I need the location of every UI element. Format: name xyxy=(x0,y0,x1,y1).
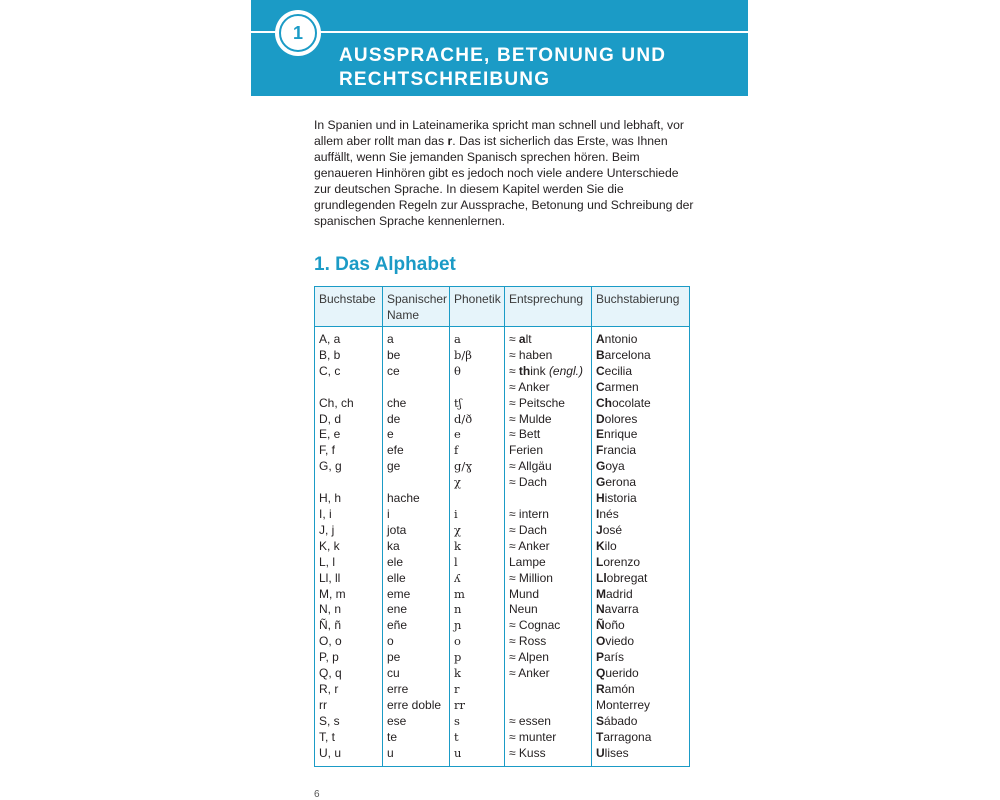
cell-equivalent xyxy=(505,714,592,730)
cell-phonetics: a xyxy=(450,327,505,348)
equivalent-prefix: ≈ xyxy=(509,522,519,537)
spelling-initial: S xyxy=(596,713,605,728)
table-row xyxy=(315,380,690,396)
cell-spelling xyxy=(592,666,690,682)
cell-equivalent xyxy=(505,730,592,746)
cell-equivalent xyxy=(505,443,592,459)
equivalent-text: Lampe xyxy=(509,554,546,569)
cell-spelling xyxy=(592,364,690,380)
spelling-initial: Ll xyxy=(596,570,607,585)
spelling-initial: T xyxy=(596,729,604,744)
cell-phonetics: o xyxy=(450,634,505,650)
table-row xyxy=(315,475,690,491)
cell-letter: P, p xyxy=(315,650,383,666)
spelling-initial: D xyxy=(596,411,605,426)
spelling-rest: istoria xyxy=(604,491,637,506)
chapter-title xyxy=(339,44,666,92)
spelling-rest: ábado xyxy=(604,713,638,728)
cell-spanish-name: u xyxy=(383,746,450,767)
equivalent-prefix: ≈ xyxy=(509,650,519,665)
cell-phonetics: r xyxy=(450,682,505,698)
spelling-initial: E xyxy=(596,427,605,442)
equivalent-text: Mulde xyxy=(518,411,552,426)
cell-spelling xyxy=(592,443,690,459)
cell-equivalent xyxy=(505,698,592,714)
cell-spelling xyxy=(592,682,690,698)
page-number: 6 xyxy=(314,789,320,800)
cell-spanish-name: eñe xyxy=(383,618,450,634)
cell-spanish-name: pe xyxy=(383,650,450,666)
cell-letter: O, o xyxy=(315,634,383,650)
cell-spelling xyxy=(592,427,690,443)
cell-spanish-name: ele xyxy=(383,555,450,571)
cell-letter: U, u xyxy=(315,746,383,767)
spelling-initial: C xyxy=(596,379,605,394)
cell-phonetics xyxy=(450,491,505,507)
cell-letter: E, e xyxy=(315,427,383,443)
cell-letter: rr xyxy=(315,698,383,714)
equivalent-text: Anker xyxy=(518,666,550,681)
equivalent-text: Alpen xyxy=(518,650,549,665)
cell-phonetics: t xyxy=(450,730,505,746)
cell-spanish-name: ka xyxy=(383,539,450,555)
cell-phonetics xyxy=(450,380,505,396)
intro-paragraph xyxy=(314,117,696,229)
cell-letter: Ch, ch xyxy=(315,396,383,412)
cell-equivalent xyxy=(505,634,592,650)
cell-phonetics: k xyxy=(450,666,505,682)
equivalent-prefix: ≈ xyxy=(509,411,519,426)
equivalent-prefix: ≈ xyxy=(509,347,519,362)
spelling-initial: Q xyxy=(596,666,606,681)
cell-spanish-name: i xyxy=(383,507,450,523)
spelling-initial: U xyxy=(596,745,605,760)
column-header-phonetics: Phonetik xyxy=(450,287,505,327)
cell-spelling xyxy=(592,327,690,348)
table-row xyxy=(315,602,690,618)
equivalent-prefix: ≈ xyxy=(509,713,519,728)
cell-spelling xyxy=(592,539,690,555)
header-divider-line xyxy=(251,31,748,33)
cell-spelling xyxy=(592,602,690,618)
cell-phonetics: n xyxy=(450,602,505,618)
table-row xyxy=(315,348,690,364)
cell-spanish-name: o xyxy=(383,634,450,650)
table-row xyxy=(315,698,690,714)
equivalent-text: essen xyxy=(518,713,551,728)
cell-spelling xyxy=(592,587,690,603)
spelling-initial: H xyxy=(596,491,605,506)
cell-equivalent xyxy=(505,475,592,491)
table-row xyxy=(315,412,690,428)
spelling-rest: avarra xyxy=(604,602,639,617)
cell-spelling xyxy=(592,555,690,571)
spelling-rest: osé xyxy=(602,522,623,537)
cell-equivalent xyxy=(505,571,592,587)
cell-spelling xyxy=(592,650,690,666)
spelling-rest: uerido xyxy=(605,666,639,681)
equivalent-prefix: ≈ xyxy=(509,427,519,442)
spelling-rest: arcelona xyxy=(604,347,651,362)
equivalent-text: Anker xyxy=(518,379,550,394)
spelling-rest: lises xyxy=(604,745,629,760)
equivalent-text: Allgäu xyxy=(518,459,552,474)
intro-text-part1: In Spanien und in Lateinamerika spricht man schnell und lebhaft, vor allem aber rollt man das xyxy=(314,118,684,148)
cell-equivalent xyxy=(505,427,592,443)
table-row xyxy=(315,714,690,730)
table-row xyxy=(315,618,690,634)
cell-spelling xyxy=(592,475,690,491)
equivalent-text: Dach xyxy=(518,475,547,490)
cell-phonetics: ʎ xyxy=(450,571,505,587)
cell-equivalent xyxy=(505,327,592,348)
cell-spelling xyxy=(592,730,690,746)
table-row xyxy=(315,555,690,571)
spelling-initial: J xyxy=(596,522,603,537)
cell-phonetics: ɲ xyxy=(450,618,505,634)
table-row xyxy=(315,682,690,698)
equivalent-prefix: ≈ xyxy=(509,570,519,585)
table-row xyxy=(315,396,690,412)
equivalent-prefix: ≈ xyxy=(509,745,519,760)
cell-spelling xyxy=(592,348,690,364)
cell-equivalent xyxy=(505,507,592,523)
cell-equivalent xyxy=(505,650,592,666)
cell-equivalent xyxy=(505,348,592,364)
equivalent-prefix: ≈ xyxy=(509,538,519,553)
cell-spelling xyxy=(592,491,690,507)
equivalent-text: Mund xyxy=(509,586,540,601)
equivalent-note: (engl.) xyxy=(548,363,583,378)
table-row xyxy=(315,491,690,507)
cell-phonetics: d/ð xyxy=(450,412,505,428)
cell-phonetics: θ xyxy=(450,364,505,380)
chapter-title-line1: AUSSPRACHE, BETONUNG UND xyxy=(339,45,667,66)
cell-spanish-name: ce xyxy=(383,364,450,380)
cell-spelling xyxy=(592,507,690,523)
equivalent-prefix: ≈ xyxy=(509,666,519,681)
column-header-spelling: Buchstabierung xyxy=(592,287,690,327)
cell-spelling xyxy=(592,396,690,412)
cell-letter: S, s xyxy=(315,714,383,730)
spelling-initial: P xyxy=(596,650,605,665)
cell-phonetics: g/ɣ xyxy=(450,459,505,475)
equivalent-text: Neun xyxy=(509,602,538,617)
cell-spanish-name: e xyxy=(383,427,450,443)
cell-spanish-name: te xyxy=(383,730,450,746)
spelling-rest: oño xyxy=(604,618,625,633)
table-row xyxy=(315,523,690,539)
spelling-rest: Monterrey xyxy=(596,697,651,712)
spelling-rest: erona xyxy=(605,475,637,490)
spelling-rest: olores xyxy=(604,411,638,426)
spelling-rest: rancia xyxy=(603,443,637,458)
cell-spanish-name: jota xyxy=(383,523,450,539)
cell-letter: K, k xyxy=(315,539,383,555)
table-row xyxy=(315,327,690,348)
cell-spanish-name: a xyxy=(383,327,450,348)
equivalent-prefix: ≈ xyxy=(509,379,519,394)
spelling-initial: O xyxy=(596,634,606,649)
equivalent-bold: a xyxy=(518,332,526,346)
table-row xyxy=(315,730,690,746)
equivalent-text: Cognac xyxy=(518,618,561,633)
cell-spanish-name xyxy=(383,380,450,396)
cell-equivalent xyxy=(505,602,592,618)
cell-letter: N, n xyxy=(315,602,383,618)
cell-spelling xyxy=(592,634,690,650)
equivalent-text: lt xyxy=(525,332,532,346)
equivalent-prefix: ≈ xyxy=(509,395,519,410)
cell-equivalent xyxy=(505,380,592,396)
cell-letter: T, t xyxy=(315,730,383,746)
spelling-rest: ocolate xyxy=(612,395,651,410)
equivalent-text: Dach xyxy=(518,522,547,537)
cell-letter: B, b xyxy=(315,348,383,364)
equivalent-text: Ross xyxy=(518,634,547,649)
cell-phonetics: l xyxy=(450,555,505,571)
cell-equivalent xyxy=(505,587,592,603)
cell-letter: M, m xyxy=(315,587,383,603)
cell-spelling xyxy=(592,412,690,428)
equivalent-text: intern xyxy=(518,506,549,521)
spelling-initial: G xyxy=(596,475,606,490)
spelling-rest: viedo xyxy=(605,634,635,649)
cell-phonetics: u xyxy=(450,746,505,767)
table-row xyxy=(315,650,690,666)
cell-equivalent xyxy=(505,539,592,555)
cell-letter: H, h xyxy=(315,491,383,507)
spelling-rest: oya xyxy=(605,459,625,474)
spelling-initial: M xyxy=(596,586,606,601)
table-row xyxy=(315,459,690,475)
intro-text-part2: . Das ist sicherlich das Erste, was Ihnen auffällt, wenn Sie jemanden Spanisch sprechen hören. Beim genaueren Hinhören gibt es jedoch noch viele andere Unterschiede zur deutschen Sprache. In diesem Kapitel werden Sie die grundlegenden Regeln zur Aussprache, Betonung und Schreibung der spanischen Sprache kennenlernen. xyxy=(314,134,694,228)
equivalent-text: munter xyxy=(518,729,557,744)
cell-phonetics: χ xyxy=(450,523,505,539)
chapter-title-line2: RECHTSCHREIBUNG xyxy=(339,69,551,90)
cell-phonetics: s xyxy=(450,714,505,730)
alphabet-table-body xyxy=(315,327,690,767)
table-row xyxy=(315,666,690,682)
cell-letter: Ll, ll xyxy=(315,571,383,587)
equivalent-text: Million xyxy=(518,570,553,585)
cell-letter: L, l xyxy=(315,555,383,571)
cell-spanish-name: de xyxy=(383,412,450,428)
chapter-number-badge xyxy=(275,10,321,56)
equivalent-text: Anker xyxy=(518,538,550,553)
spelling-rest: ntonio xyxy=(604,332,638,346)
cell-spanish-name: efe xyxy=(383,443,450,459)
column-header-equivalent: Entsprechung xyxy=(505,287,592,327)
cell-phonetics: i xyxy=(450,507,505,523)
spelling-initial: C xyxy=(596,363,605,378)
table-row xyxy=(315,539,690,555)
spelling-initial: K xyxy=(596,538,605,553)
equivalent-prefix: ≈ xyxy=(509,363,519,378)
cell-letter: D, d xyxy=(315,412,383,428)
cell-spanish-name: ene xyxy=(383,602,450,618)
spelling-rest: nrique xyxy=(604,427,638,442)
chapter-number: 1 xyxy=(279,14,317,52)
equivalent-text: ink xyxy=(530,363,549,378)
spelling-rest: arragona xyxy=(603,729,652,744)
spelling-initial: Ch xyxy=(596,395,612,410)
spelling-initial: F xyxy=(596,443,604,458)
table-row xyxy=(315,634,690,650)
cell-letter: Ñ, ñ xyxy=(315,618,383,634)
cell-letter: C, c xyxy=(315,364,383,380)
intro-bold-letter: r xyxy=(447,134,453,148)
spelling-rest: orenzo xyxy=(603,554,641,569)
cell-equivalent xyxy=(505,618,592,634)
cell-phonetics: χ xyxy=(450,475,505,491)
spelling-rest: ilo xyxy=(604,538,617,553)
cell-spelling xyxy=(592,523,690,539)
spelling-initial: G xyxy=(596,459,606,474)
cell-equivalent xyxy=(505,555,592,571)
table-row xyxy=(315,364,690,380)
cell-equivalent xyxy=(505,491,592,507)
equivalent-bold: th xyxy=(518,363,531,378)
cell-spelling xyxy=(592,698,690,714)
column-header-spanish-name: Spanischer Name xyxy=(383,287,450,327)
cell-letter: R, r xyxy=(315,682,383,698)
equivalent-text: Bett xyxy=(518,427,541,442)
cell-spanish-name: ge xyxy=(383,459,450,475)
cell-phonetics: k xyxy=(450,539,505,555)
cell-spanish-name: che xyxy=(383,396,450,412)
cell-equivalent xyxy=(505,364,592,380)
cell-spanish-name: erre doble xyxy=(383,698,450,714)
cell-spanish-name: cu xyxy=(383,666,450,682)
table-row xyxy=(315,746,690,767)
cell-phonetics: tʃ xyxy=(450,396,505,412)
spelling-initial: N xyxy=(596,602,605,617)
cell-phonetics: p xyxy=(450,650,505,666)
cell-equivalent xyxy=(505,746,592,767)
spelling-rest: amón xyxy=(604,681,635,696)
cell-letter: A, a xyxy=(315,327,383,348)
equivalent-text: Ferien xyxy=(509,443,544,458)
equivalent-prefix: ≈ xyxy=(509,729,519,744)
cell-letter: I, i xyxy=(315,507,383,523)
equivalent-text: Kuss xyxy=(518,745,546,760)
table-header-row xyxy=(315,287,690,327)
equivalent-prefix: ≈ xyxy=(509,459,519,474)
equivalent-prefix: ≈ xyxy=(509,618,519,633)
spelling-initial: R xyxy=(596,681,605,696)
table-row xyxy=(315,571,690,587)
cell-spelling xyxy=(592,714,690,730)
cell-spanish-name: hache xyxy=(383,491,450,507)
cell-letter xyxy=(315,475,383,491)
spelling-rest: arís xyxy=(604,650,625,665)
cell-phonetics: f xyxy=(450,443,505,459)
cell-letter: Q, q xyxy=(315,666,383,682)
equivalent-prefix: ≈ xyxy=(509,475,519,490)
cell-spanish-name: eme xyxy=(383,587,450,603)
equivalent-text: Peitsche xyxy=(518,395,565,410)
spelling-initial: Ñ xyxy=(596,618,605,633)
cell-equivalent xyxy=(505,682,592,698)
cell-phonetics: rr xyxy=(450,698,505,714)
cell-equivalent xyxy=(505,459,592,475)
cell-phonetics: b/β xyxy=(450,348,505,364)
section-title: 1. Das Alphabet xyxy=(314,254,456,275)
spelling-rest: adrid xyxy=(606,586,633,601)
table-row xyxy=(315,507,690,523)
cell-spelling xyxy=(592,571,690,587)
cell-spelling xyxy=(592,618,690,634)
spelling-rest: ecilia xyxy=(604,363,633,378)
cell-spanish-name xyxy=(383,475,450,491)
cell-letter: F, f xyxy=(315,443,383,459)
spelling-initial: A xyxy=(596,332,605,346)
cell-spelling xyxy=(592,746,690,767)
cell-spelling xyxy=(592,459,690,475)
spelling-rest: nés xyxy=(599,506,619,521)
spelling-rest: armen xyxy=(604,379,639,394)
cell-equivalent xyxy=(505,523,592,539)
cell-equivalent xyxy=(505,666,592,682)
column-header-letter: Buchstabe xyxy=(315,287,383,327)
cell-equivalent xyxy=(505,412,592,428)
equivalent-text: haben xyxy=(518,347,553,362)
table-row xyxy=(315,587,690,603)
cell-spanish-name: erre xyxy=(383,682,450,698)
spelling-initial: B xyxy=(596,347,605,362)
cell-phonetics: e xyxy=(450,427,505,443)
cell-spelling xyxy=(592,380,690,396)
spelling-initial: L xyxy=(596,554,604,569)
equivalent-prefix: ≈ xyxy=(509,634,519,649)
spelling-initial: I xyxy=(596,506,600,521)
spelling-rest: obregat xyxy=(606,570,648,585)
cell-letter: G, g xyxy=(315,459,383,475)
alphabet-table xyxy=(314,286,690,767)
cell-spanish-name: ese xyxy=(383,714,450,730)
table-row xyxy=(315,427,690,443)
equivalent-prefix: ≈ xyxy=(509,506,519,521)
cell-letter: J, j xyxy=(315,523,383,539)
cell-letter xyxy=(315,380,383,396)
cell-equivalent xyxy=(505,396,592,412)
equivalent-prefix: ≈ xyxy=(509,332,519,346)
cell-spanish-name: elle xyxy=(383,571,450,587)
cell-spanish-name: be xyxy=(383,348,450,364)
cell-phonetics: m xyxy=(450,587,505,603)
table-row xyxy=(315,443,690,459)
